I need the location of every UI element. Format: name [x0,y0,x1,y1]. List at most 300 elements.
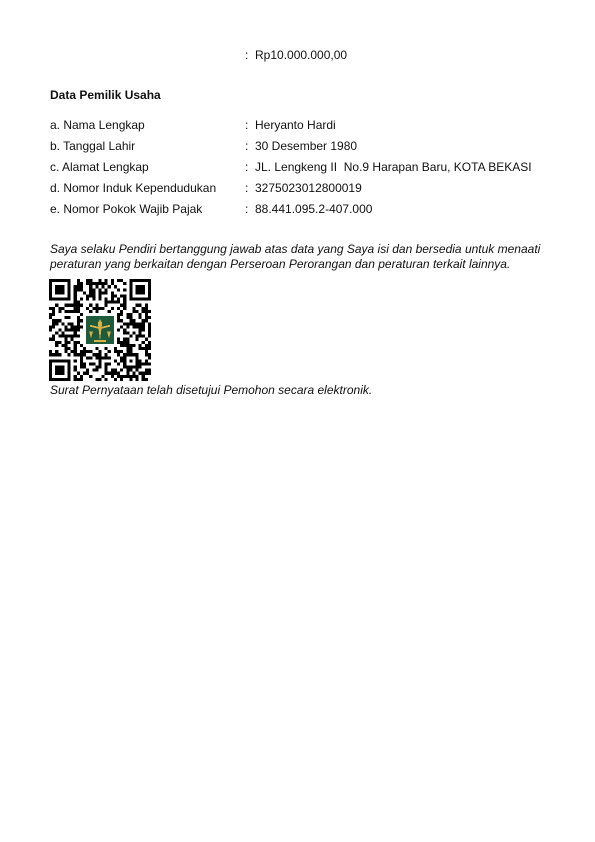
qr-module [71,335,74,338]
qr-module [139,335,142,338]
qr-module [95,310,98,313]
qr-module [64,350,67,353]
qr-module [117,353,120,356]
qr-module [71,310,74,313]
qr-module [105,356,108,359]
owner-row-value: 88.441.095.2-407.000 [255,202,373,216]
qr-module [132,372,135,375]
qr-module [61,307,64,310]
qr-module [95,347,98,350]
qr-module [98,298,101,301]
qr-module [123,304,126,307]
qr-module [74,332,77,335]
qr-module [89,350,92,353]
qr-module [148,362,151,365]
qr-module [98,353,101,356]
qr-module [74,359,77,362]
qr-module [129,335,132,338]
qr-module [68,316,71,319]
qr-module [120,350,123,353]
qr-module [74,285,77,288]
qr-module [52,307,55,310]
qr-module [55,319,58,322]
qr-module [68,322,71,325]
qr-module [68,328,71,331]
qr-module [120,375,123,378]
qr-module [145,378,148,381]
qr-module [142,375,145,378]
emblem-base [94,340,106,342]
qr-module [117,313,120,316]
qr-module [136,310,139,313]
qr-module [142,372,145,375]
qr-module [136,375,139,378]
qr-module [114,372,117,375]
qr-module [98,378,101,381]
qr-module [139,325,142,328]
qr-module [80,325,83,328]
qr-module [111,369,114,372]
qr-module [123,307,126,310]
qr-module [126,341,129,344]
qr-module [98,356,101,359]
qr-module [126,350,129,353]
qr-module [49,313,52,316]
qr-module [89,375,92,378]
qr-module [64,328,67,331]
qr-module [142,307,145,310]
qr-module [132,322,135,325]
qr-module [52,310,55,313]
qr-module [86,279,89,282]
qr-align-inner [129,359,132,362]
qr-module [117,298,120,301]
qr-module [126,375,129,378]
qr-module [49,353,52,356]
qr-module [80,359,83,362]
qr-module [145,304,148,307]
owner-row-value: 30 Desember 1980 [255,139,358,153]
qr-module [61,344,64,347]
qr-module [74,325,77,328]
qr-module [123,322,126,325]
qr-module [129,319,132,322]
qr-module [117,288,120,291]
qr-module [139,347,142,350]
qr-module [114,285,117,288]
qr-module [114,378,117,381]
qr-module [74,344,77,347]
qr-module [126,322,129,325]
qr-module [68,335,71,338]
qr-module [86,369,89,372]
qr-module [89,294,92,297]
qr-module [89,288,92,291]
qr-module [139,304,142,307]
statement-line-1: Saya selaku Pendiri bertanggung jawab atas data yang Saya isi dan bersedia untuk menaati [50,242,541,256]
qr-module [139,372,142,375]
qr-module [92,307,95,310]
qr-module [49,307,52,310]
qr-module [136,378,139,381]
qr-module [83,291,86,294]
qr-module [58,341,61,344]
qr-module [108,372,111,375]
qr-module [132,310,135,313]
qr-module [108,285,111,288]
qr-module [132,332,135,335]
qr-module [77,322,80,325]
qr-module [52,325,55,328]
qr-module [142,362,145,365]
qr-module [74,350,77,353]
qr-module [98,282,101,285]
qr-module [139,344,142,347]
qr-module [136,322,139,325]
qr-module [92,291,95,294]
qr-module [139,313,142,316]
qr-module [95,282,98,285]
qr-module [117,375,120,378]
qr-module [145,369,148,372]
qr-module [105,353,108,356]
qr-module [148,369,151,372]
qr-module [139,328,142,331]
qr-module [126,347,129,350]
qr-module [80,362,83,365]
qr-module [77,301,80,304]
qr-module [89,282,92,285]
qr-module [86,294,89,297]
qr-module [108,310,111,313]
qr-module [71,322,74,325]
qr-module [77,341,80,344]
qr-module [86,372,89,375]
qr-module [105,279,108,282]
qr-module [132,344,135,347]
qr-module [126,316,129,319]
qr-module [114,347,117,350]
qr-module [74,375,77,378]
qr-module [139,366,142,369]
qr-module [80,304,83,307]
qr-module [77,310,80,313]
qr-module [98,294,101,297]
qr-module [77,304,80,307]
qr-module [74,328,77,331]
qr-module [49,328,52,331]
qr-module [95,353,98,356]
qr-module [145,344,148,347]
qr-module [129,350,132,353]
qr-module [129,378,132,381]
qr-module [55,322,58,325]
qr-module [145,307,148,310]
qr-module [123,328,126,331]
qr-module [92,353,95,356]
qr-module [77,285,80,288]
owner-row-value: 3275023012800019 [255,181,362,195]
approval-note: Surat Pernyataan telah disetujui Pemohon secara elektronik. [50,383,373,397]
qr-module [68,304,71,307]
qr-module [83,372,86,375]
capital-colon: : [245,48,249,62]
qr-module [61,322,64,325]
qr-module [129,344,132,347]
qr-module [102,356,105,359]
qr-module [64,310,67,313]
qr-module [102,282,105,285]
qr-module [117,338,120,341]
qr-module [80,298,83,301]
qr-module [49,325,52,328]
qr-module [80,344,83,347]
qr-module [114,301,117,304]
owner-row-label: b. Tanggal Lahir [50,139,136,153]
qr-module [120,319,123,322]
qr-module [129,322,132,325]
qr-module [111,282,114,285]
qr-module [98,288,101,291]
qr-module [68,353,71,356]
qr-module [52,335,55,338]
qr-module [120,279,123,282]
qr-module [98,366,101,369]
qr-module [123,282,126,285]
qr-finder-inner [55,366,64,375]
qr-module [92,288,95,291]
qr-module [123,294,126,297]
qr-module [105,301,108,304]
capital-value: Rp10.000.000,00 [255,48,348,62]
qr-module [77,319,80,322]
qr-module [77,353,80,356]
qr-module [120,341,123,344]
qr-module [68,347,71,350]
qr-module [111,307,114,310]
qr-module [77,372,80,375]
qr-module [71,325,74,328]
qr-module [86,350,89,353]
qr-module [111,291,114,294]
qr-module [92,362,95,365]
owner-row-colon: : [245,118,249,132]
qr-module [129,316,132,319]
qr-module [95,356,98,359]
qr-module [52,338,55,341]
statement-line-2: peraturan yang berkaitan dengan Perseroan Perorangan dan peraturan terkait lainnya. [50,257,511,271]
qr-module [117,350,120,353]
owner-row-label: d. Nomor Induk Kependudukan [50,181,217,195]
qr-module [126,332,129,335]
qr-code-icon [49,279,151,381]
qr-module [123,298,126,301]
qr-module [117,316,120,319]
qr-module [105,372,108,375]
qr-module [77,335,80,338]
qr-module [111,298,114,301]
qr-module [77,282,80,285]
qr-module [58,307,61,310]
qr-finder-inner [136,285,145,294]
qr-module [95,285,98,288]
qr-module [145,319,148,322]
qr-module [148,344,151,347]
qr-module [83,350,86,353]
qr-module [120,356,123,359]
qr-module [58,335,61,338]
qr-module [136,369,139,372]
qr-module [148,372,151,375]
qr-module [83,366,86,369]
qr-module [142,319,145,322]
qr-module [120,325,123,328]
qr-module [105,347,108,350]
qr-module [52,319,55,322]
qr-module [145,310,148,313]
qr-module [92,369,95,372]
qr-module [77,316,80,319]
qr-module [148,356,151,359]
qr-module [77,307,80,310]
qr-module [80,378,83,381]
qr-module [74,347,77,350]
qr-module [52,313,55,316]
qr-module [95,369,98,372]
qr-module [123,341,126,344]
qr-module [129,347,132,350]
owner-row-colon: : [245,160,249,174]
qr-module [95,307,98,310]
qr-module [83,353,86,356]
qr-module [89,304,92,307]
qr-module [77,279,80,282]
qr-module [86,307,89,310]
qr-module [145,353,148,356]
qr-module [120,304,123,307]
qr-module [126,313,129,316]
qr-module [145,347,148,350]
qr-module [148,325,151,328]
qr-module [98,291,101,294]
qr-module [74,304,77,307]
qr-module [49,338,52,341]
qr-module [111,294,114,297]
qr-module [148,310,151,313]
qr-module [52,322,55,325]
owner-row-colon: : [245,181,249,195]
qr-module [117,307,120,310]
qr-module [117,362,120,365]
qr-module [74,307,77,310]
qr-module [52,353,55,356]
qr-module [148,322,151,325]
qr-module [71,350,74,353]
qr-module [49,316,52,319]
qr-module [111,279,114,282]
owner-row-label: a. Nama Lengkap [50,118,145,132]
qr-module [142,347,145,350]
qr-module [83,347,86,350]
qr-module [89,310,92,313]
qr-module [123,344,126,347]
qr-module [117,301,120,304]
qr-module [74,301,77,304]
qr-module [80,375,83,378]
qr-module [129,369,132,372]
qr-module [71,328,74,331]
qr-module [61,332,64,335]
qr-module [123,338,126,341]
qr-module [132,307,135,310]
qr-module [108,350,111,353]
owner-row-label: c. Alamat Lengkap [50,160,149,174]
qr-module [58,328,61,331]
qr-module [145,316,148,319]
owner-row-value: Heryanto Hardi [255,118,336,132]
qr-module [64,344,67,347]
qr-module [105,282,108,285]
qr-module [74,341,77,344]
qr-module [148,335,151,338]
qr-module [74,294,77,297]
owner-row-label: e. Nomor Pokok Wajib Pajak [50,202,203,216]
qr-module [74,310,77,313]
qr-module [80,313,83,316]
qr-module [80,288,83,291]
qr-module [98,350,101,353]
qr-module [145,372,148,375]
qr-module [80,356,83,359]
qr-module [64,316,67,319]
qr-module [74,335,77,338]
qr-module [58,319,61,322]
qr-module [117,341,120,344]
qr-module [74,353,77,356]
qr-module [98,362,101,365]
qr-module [86,282,89,285]
qr-module [105,298,108,301]
qr-module [148,332,151,335]
qr-module [145,359,148,362]
qr-module [80,285,83,288]
qr-module [105,366,108,369]
qr-module [139,332,142,335]
qr-module [92,294,95,297]
qr-module [120,313,123,316]
qr-module [89,291,92,294]
qr-module [142,310,145,313]
qr-module [55,344,58,347]
qr-module [77,288,80,291]
qr-module [102,291,105,294]
qr-module [129,375,132,378]
qr-module [120,378,123,381]
qr-module [86,356,89,359]
qr-module [126,338,129,341]
qr-module [74,298,77,301]
qr-module [114,369,117,372]
qr-module [64,347,67,350]
qr-module [95,304,98,307]
qr-module [92,298,95,301]
qr-module [136,304,139,307]
qr-module [55,350,58,353]
qr-module [64,341,67,344]
qr-module [102,375,105,378]
qr-module [126,344,129,347]
qr-module [132,325,135,328]
